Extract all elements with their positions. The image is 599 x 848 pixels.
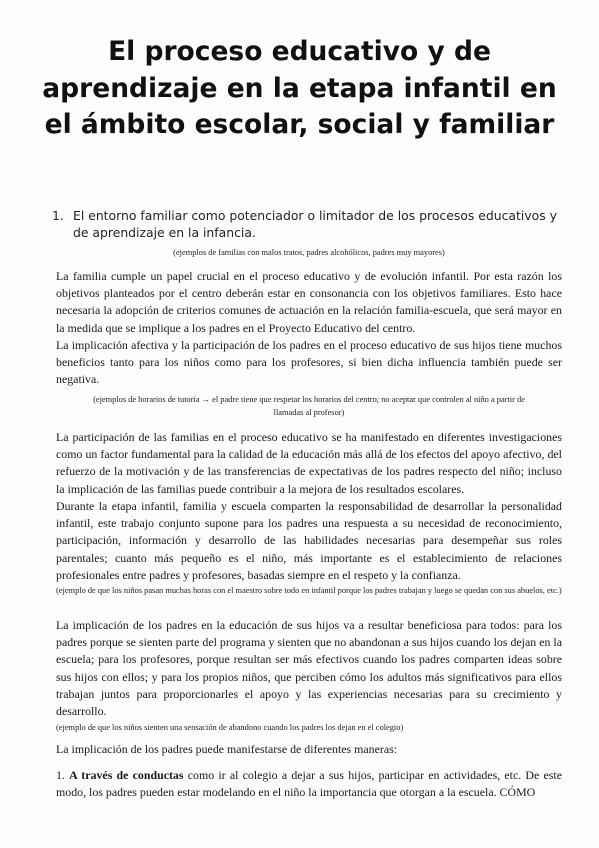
bold-phrase: A través de conductas — [69, 768, 184, 782]
document-title: El proceso educativo y de aprendizaje en la etapa infantil en el ámbito escolar, social y familiar — [42, 36, 557, 140]
list-text: como ir al colegio a dejar a sus hijos, participar en actividades, etc. De este modo, los padres pueden estar modelando en el niño la importancia que otorgan a la escuela. CÓMO — [56, 768, 562, 800]
example-note: (ejemplos de horarios de tutoría → el padre tiene que respetar los horarios del centro; no aceptar que controlen al niño a partir de llamadas al profesor) — [93, 395, 525, 418]
example-note: (ejemplos de familias con malos tratos, padres alcohólicos, padres muy mayores) — [173, 248, 445, 257]
paragraph: La familia cumple un papel crucial en el proceso educativo y de evolución infantil. Por esta razón los objetivos planteados por el centro deberán estar en consonancia con los objetivos familiares. Esto hace necesaria la adopción de criterios comunes de actuación en la relación familia-escuela, que será mayor en la medida que se implique a los padres en el Proyecto Educativo del centro. — [56, 269, 562, 335]
list-number: 1. — [56, 768, 65, 782]
section-text: El entorno familiar como potenciador o limitador de los procesos educativos y de aprendizaje en la infancia. — [73, 208, 557, 240]
section-number: 1. — [52, 208, 64, 223]
paragraph: La participación de las familias en el proceso educativo se ha manifestado en diferentes investigaciones como un factor fundamental para la calidad de la educación más allá de los efectos del apoyo afectivo, del refuerzo de la motivación y de las transferencias de expectativas de los padres respecto del niño; incluso la implicación de las familias puede contribuir a la mejora de los resultados escolares. — [56, 430, 562, 496]
section-heading — [52, 208, 562, 241]
paragraph: La implicación de los padres en la educación de sus hijos va a resultar beneficiosa para todos: para los padres porque se sienten parte del programa y sienten que no abandonan a sus hijos cuando los dejan en la escuela; para los profesores, porque resultan ser más efectivos cuando los padres comparten ideas sobre sus hijos con ellos; y para los propios niños, que perciben cómo los adultos más significativos para ellos trabajan juntos para proporcionarles el apoyo y las experiencias necesarias para su crecimiento y desarrollo. — [56, 618, 562, 719]
paragraph: La implicación afectiva y la participación de los padres en el proceso educativo de sus hijos tiene muchos beneficios tanto para los niños como para los profesores, si bien dicha influencia también puede ser negativa. — [56, 338, 562, 387]
paragraph: La implicación de los padres puede manifestarse de diferentes maneras: — [56, 742, 398, 756]
example-note: (ejemplo de que los niños sienten una sensación de abandono cuando los padres los dejan en el colegio) — [56, 723, 404, 732]
list-paragraph — [56, 767, 562, 801]
example-note: (ejemplo de que los niños pasan muchas horas con el maestro sobre todo en infantil porque los padres trabajan y luego se quedan con sus abuelos, etc.) — [56, 586, 562, 595]
paragraph: Durante la etapa infantil, familia y escuela comparten la responsabilidad de desarrollar la personalidad infantil, este trabajo conjunto supone para los padres una respuesta a su necesidad de reconocimiento, participación, información y desarrollo de las habilidades necesarias para desempeñar sus roles parentales; cuanto más pequeño es el niño, más importante es el establecimiento de relaciones profesionales entre padres y profesores, basadas siempre en el respeto y la confianza. — [56, 499, 562, 582]
